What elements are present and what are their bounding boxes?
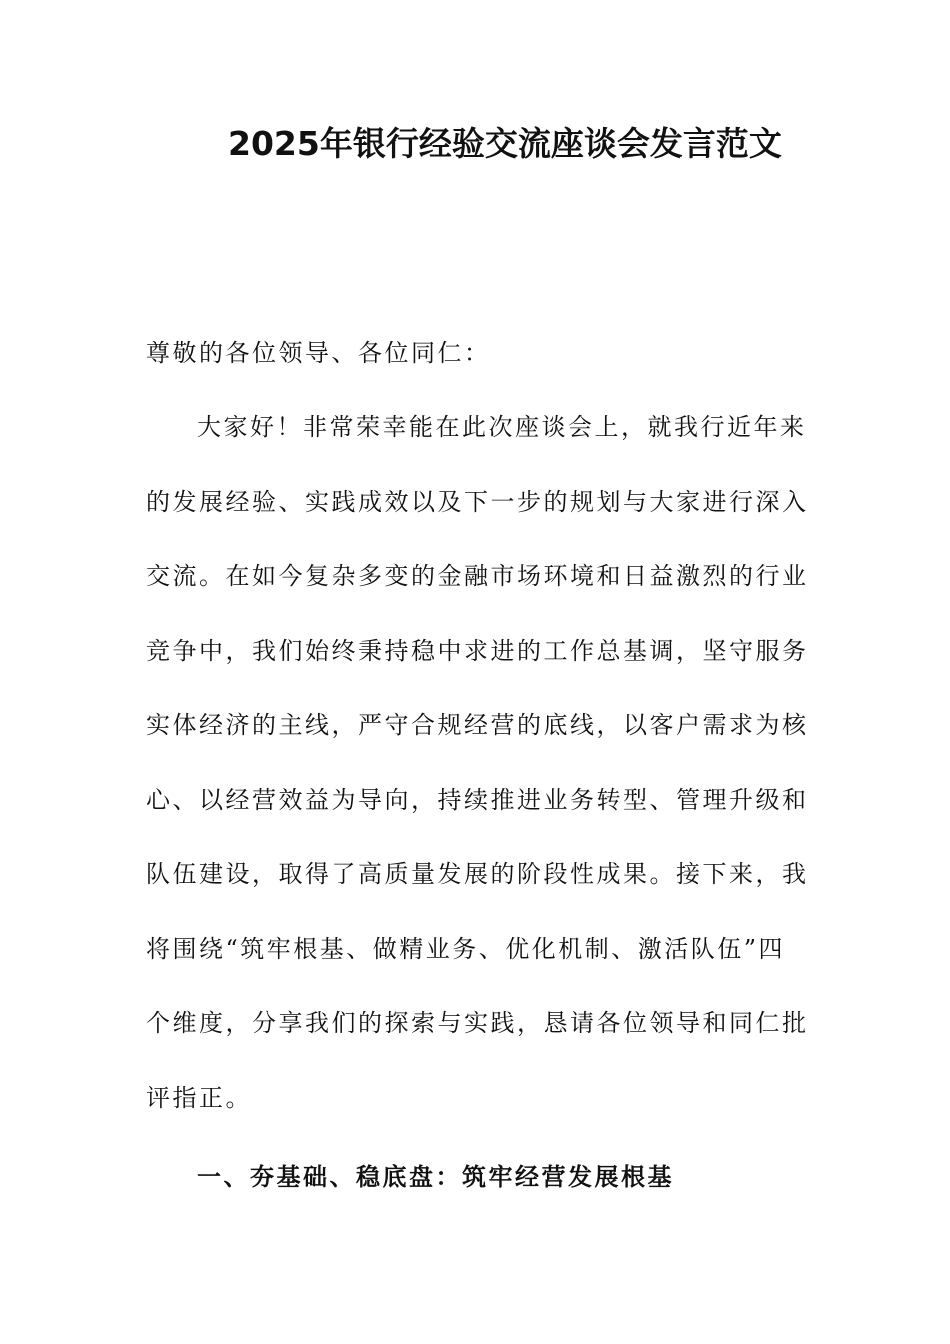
section-heading: 一、夯基础、稳底盘：筑牢经营发展根基 (197, 1162, 674, 1191)
document-title: 2025年银行经验交流座谈会发言范文 (228, 124, 782, 163)
paragraph-line: 大家好！非常荣幸能在此次座谈会上，就我行近年来 (197, 413, 807, 441)
salutation: 尊敬的各位领导、各位同仁： (146, 339, 491, 367)
paragraph-line: 队伍建设，取得了高质量发展的阶段性成果。接下来，我 (146, 860, 809, 888)
paragraph-line: 的发展经验、实践成效以及下一步的规划与大家进行深入 (146, 487, 809, 516)
opening-paragraph (146, 390, 809, 1135)
paragraph-line: 评指正。 (146, 1083, 252, 1112)
paragraph-line: 心、以经营效益为导向，持续推进业务转型、管理升级和 (146, 785, 809, 814)
paragraph-line: 将围绕“筑牢根基、做精业务、优化机制、激活队伍”四 (146, 934, 786, 963)
paragraph-line: 实体经济的主线，严守合规经营的底线，以客户需求为核 (146, 711, 809, 739)
paragraph-line: 交流。在如今复杂多变的金融市场环境和日益激烈的行业 (146, 562, 809, 590)
paragraph-line: 竞争中，我们始终秉持稳中求进的工作总基调，坚守服务 (146, 636, 809, 665)
paragraph-line: 个维度，分享我们的探索与实践，恳请各位领导和同仁批 (146, 1009, 809, 1037)
